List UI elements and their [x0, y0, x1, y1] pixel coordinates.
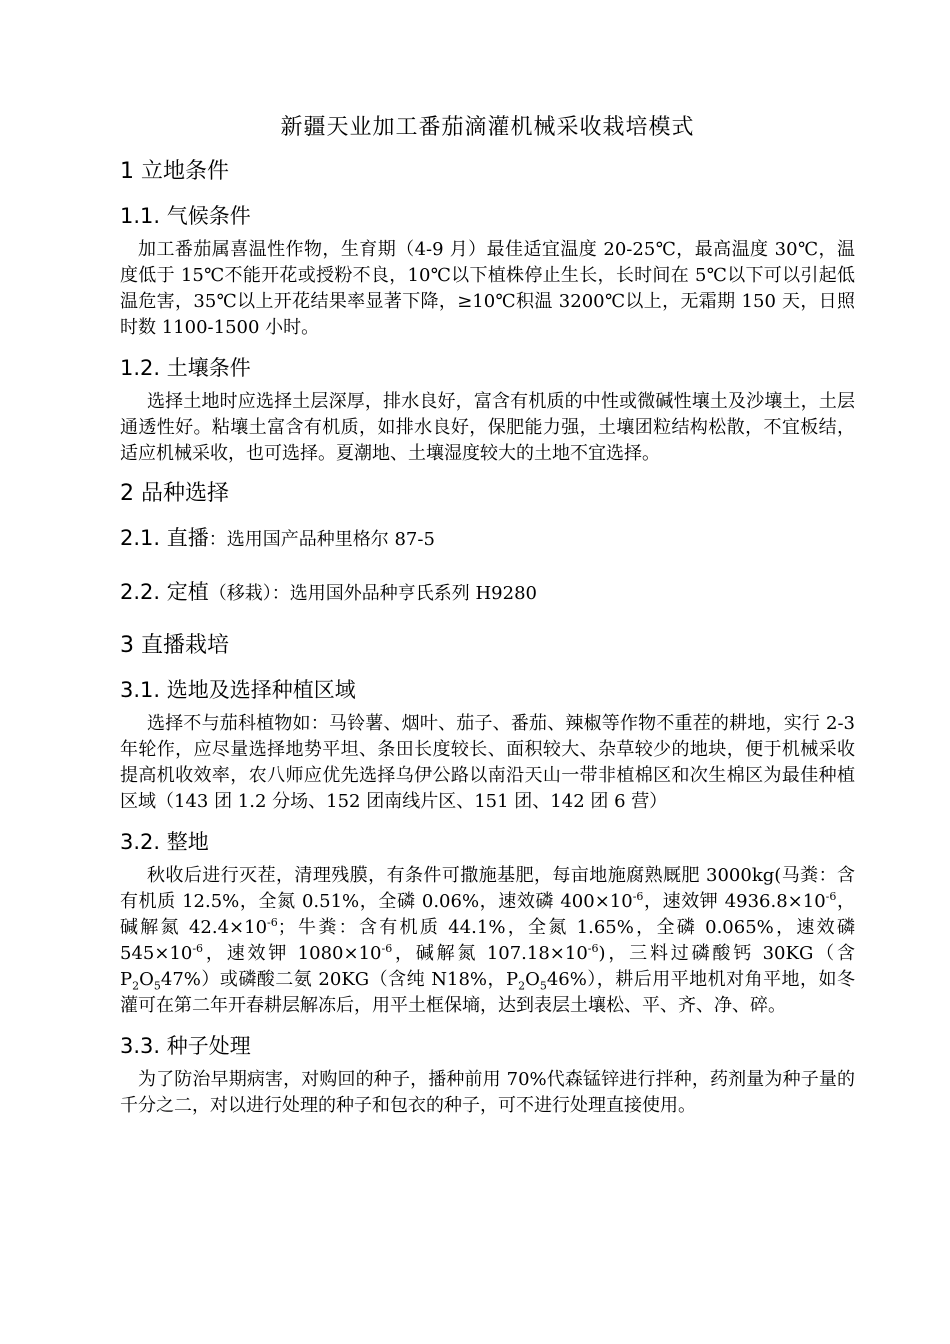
- subsection-heading-seed-treatment: 3.3. 种子处理: [120, 1034, 251, 1058]
- subsection-direct-seeding: [120, 523, 855, 555]
- section-heading-direct-cultivation: 3 直播栽培: [120, 633, 229, 658]
- document-page: [120, 110, 855, 1131]
- transplant-label: 2.2. 定植: [120, 580, 209, 604]
- paragraph-seed-treatment: 为了防治早期病害，对购回的种子，播种前用 70%代森锰锌进行拌种，药剂量为种子量的千分之二，对以进行处理的种子和包衣的种子，可不进行处理直接使用。: [120, 1069, 855, 1116]
- paragraph-climate: 加工番茄属喜温性作物，生育期（4-9 月）最佳适宜温度 20-25℃，最高温度 30℃，温度低于 15℃不能开花或授粉不良，10℃以下植株停止生长，长时间在 5℃以下可以引起低温危害，35℃以上开花结果率显著下降，≥10℃积温 3200℃以上，无霜期 150 天，日照时数 1100-1500 小时。: [120, 239, 855, 338]
- direct-seeding-text: ：选用国产品种里格尔 87-5: [208, 529, 435, 550]
- section-heading-variety: 2 品种选择: [120, 481, 229, 506]
- subsection-heading-soil: 1.2. 土壤条件: [120, 356, 251, 380]
- subsection-heading-land-prep: 3.2. 整地: [120, 830, 209, 854]
- transplant-text: （移栽）：选用国外品种亨氏系列 H9280: [208, 583, 537, 604]
- paragraph-soil: 选择土地时应选择土层深厚，排水良好，富含有机质的中性或微碱性壤土及沙壤土，土层通透性好。粘壤土富含有机质，如排水良好，保肥能力强，土壤团粒结构松散，不宜板结，适应机械采收，也可选择。夏潮地、土壤湿度较大的土地不宜选择。: [120, 391, 855, 464]
- paragraph-land-prep: 秋收后进行灭茬，清理残膜，有条件可撒施基肥，每亩地施腐熟厩肥 3000kg(马粪：含有机质 12.5%，全氮 0.51%，全磷 0.06%，速效磷 $400\times 10^{-6}$，速效钾 $4936.8\times 10^{-6}$，碱解氮 $42.4\times 10^{-6}$；牛粪：含有机质 44.1%，全氮 1.65%，全磷 0.065%，速效磷 $545\times 10^{-6}$，速效钾 $1080\times 10^{-6}$，碱解氮 $107.18\times 10^{-6}$)，三料过磷酸钙 30KG（含 $P_2O_547\%$）或磷酸二氨 20KG（含纯 N18%，$P_2O_546\%$），耕后用平地机对角平地，如冬灌可在第二年开春耕层解冻后，用平土框保墒，达到表层土壤松、平、齐、净、碎。: [120, 865, 855, 1016]
- subsection-heading-site-selection: 3.1. 选地及选择种植区域: [120, 678, 356, 702]
- direct-seeding-label: 2.1. 直播: [120, 526, 209, 550]
- subsection-heading-climate: 1.1. 气候条件: [120, 204, 251, 228]
- section-heading-site-conditions: 1 立地条件: [120, 159, 229, 184]
- subsection-transplant: [120, 577, 855, 609]
- document-title: 新疆天业加工番茄滴灌机械采收栽培模式: [280, 115, 695, 140]
- paragraph-site-selection: 选择不与茄科植物如：马铃薯、烟叶、茄子、番茄、辣椒等作物不重茬的耕地，实行 2-3 年轮作，应尽量选择地势平坦、条田长度较长、面积较大、杂草较少的地块，便于机械采收提高机收效率，农八师应优先选择乌伊公路以南沿天山一带非植棉区和次生棉区为最佳种植区域（143 团 1.2 分场、152 团南线片区、151 团、142 团 6 营）: [120, 713, 855, 812]
